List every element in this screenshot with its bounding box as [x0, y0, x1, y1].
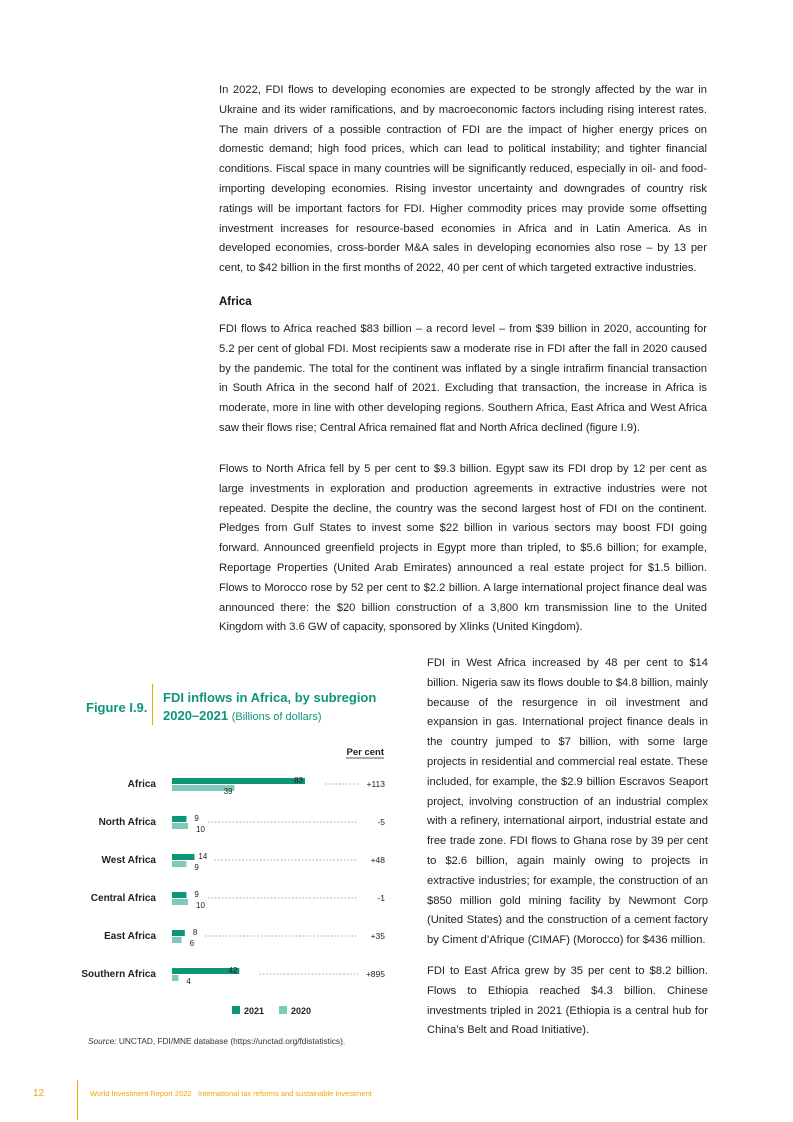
intro-paragraph: In 2022, FDI flows to developing economies are expected to be strongly affected by the war in Ukraine and its wider ramifications, and by macroeconomic factors including rising interest rates. The main drivers of a possible contraction of FDI are the impact of higher energy prices on domestic demand; high food prices, which can lead to political instability; and tighter financial conditions. Fiscal space in many countries will be significantly reduced, especially in oil- and food-importing developing economies. Rising investor uncertainty and downgrades of country risk ratings will be important factors for FDI. Higher commodity prices may provide some offsetting investment increases for resource-based economies in Africa and in Latin America. As in developed economies, cross-border M&A sales in developing economies also rose – by 13 per cent, to $42 billion in the first months of 2022, 40 per cent of which targeted extractive industries.: [219, 84, 707, 275]
growth-header: Per cent: [346, 747, 384, 758]
footer-report-subtitle: International tax reforms and sustainable investment: [197, 1089, 372, 1098]
value-label-2021: 9: [194, 890, 199, 899]
value-label-2020: 9: [194, 863, 199, 872]
legend-swatch-2020: [279, 1006, 287, 1014]
category-label: Central Africa: [90, 893, 156, 904]
value-label-2020: 10: [196, 901, 205, 910]
footer-report-title: World Investment Report 2022: [90, 1089, 192, 1098]
footer-divider: [77, 1080, 78, 1120]
figure-title-unit: (Billions of dollars): [231, 711, 322, 723]
bar-2021: [172, 778, 305, 784]
growth-value: +35: [370, 931, 385, 941]
bar-2021: [172, 930, 185, 936]
figure-title-years: 2020–2021: [163, 708, 229, 723]
source-text: UNCTAD, FDI/MNE database (https://unctad.org/fdistatistics).: [118, 1036, 346, 1046]
bar-2020: [172, 899, 188, 905]
bar-2020: [172, 937, 182, 943]
growth-value: +48: [370, 855, 385, 865]
figure-separator: [152, 684, 153, 725]
east-africa-paragraph: FDI to East Africa grew by 35 per cent to $8.2 billion. Flows to Ethiopia reached $4.3 billion. Chinese investments tripled in 2021 (Ethiopia is a central hub for China’s Belt and Road Initiative).: [427, 965, 708, 1037]
value-label-2021: 42: [228, 966, 238, 975]
category-label: West Africa: [101, 855, 156, 866]
bar-2021: [172, 816, 186, 822]
growth-value: -5: [377, 817, 385, 827]
fdi-bar-chart: [80, 736, 400, 1036]
value-label-2021: 8: [192, 928, 198, 937]
value-label-2021: 9: [194, 814, 199, 823]
bar-2021: [172, 854, 194, 860]
value-label-2020: 4: [186, 977, 191, 986]
growth-value: -1: [377, 893, 385, 903]
west-africa-paragraph: FDI in West Africa increased by 48 per cent to $14 billion. Nigeria saw its flows double to $4.8 billion, mainly because of the resurgence in oil investment and expansion in gas. International project finance deals in the country jumped to $7 billion, with some large projects in residential and commercial real estate. These included, for example, the $2.9 billion Escravos Seaport project, involving construction of an industrial complex with a refinery, international airport, industrial estate and free trade zone. FDI flows to Ghana rose by 39 per cent to $2.6 billion, again mainly owing to projects in extractive industries; for example, the construction of an $850 million gold mining facility by Newmont Corp (United States) and the construction of a cement factory by Ciment d’Afrique (CIMAF) (Morocco) for $436 million.: [427, 657, 708, 947]
category-label: Africa: [127, 779, 156, 790]
legend-label-2020: 2020: [291, 1006, 312, 1016]
value-label-2020: 39: [223, 787, 233, 796]
growth-value: +895: [365, 969, 385, 979]
value-label-2020: 6: [189, 939, 195, 948]
bar-2020: [172, 861, 186, 867]
category-label: East Africa: [104, 931, 156, 942]
north-africa-paragraph: Flows to North Africa fell by 5 per cent to $9.3 billion. Egypt saw its FDI drop by 12 per cent as large investments in exploration and production agreements in extractive industries were not repeated. Despite the decline, the country was the second largest host of FDI on the continent. Pledges from Gulf States to invest some $22 billion in various sectors may boost FDI going forward. Announced greenfield projects in Egypt more than tripled, to $5.6 billion; for example, Reportage Properties (United Arab Emirates) announced a real estate project for $1.5 billion. Flows to Morocco rose by 52 per cent to $2.2 billion. A large international project finance deal was announced there: the $20 billion construction of a 3,800 km transmission line to the United Kingdom with 3.6 GW of capacity, sponsored by Xlinks (United Kingdom).: [219, 463, 707, 634]
legend-swatch-2021: [232, 1006, 240, 1014]
value-label-2021: 83: [294, 776, 303, 785]
figure-title: [163, 689, 376, 726]
section-heading-africa: Africa: [219, 296, 252, 308]
page-number: 12: [33, 1088, 45, 1099]
bar-2021: [172, 892, 186, 898]
figure-title-main: FDI inflows in Africa, by subregion: [163, 690, 377, 705]
category-label: Southern Africa: [81, 969, 156, 980]
source-label: Source:: [88, 1036, 117, 1046]
value-label-2021: 14: [198, 852, 208, 861]
category-label: North Africa: [98, 817, 156, 828]
value-label-2020: 10: [196, 825, 205, 834]
africa-paragraph: FDI flows to Africa reached $83 billion – a record level – from $39 billion in 2020, accounting for 5.2 per cent of global FDI. Most recipients saw a moderate rise in FDI after the fall in 2020 caused by the pandemic. The total for the continent was inflated by a single intrafirm financial transaction in South Africa in the second half of 2021. Excluding that transaction, the increase in Africa is moderate, more in line with other developing regions. Southern Africa, East Africa and West Africa saw their flows rise; Central Africa remained flat and North Africa declined (figure I.9).: [219, 323, 707, 434]
figure-label: Figure I.9.: [86, 700, 148, 715]
legend-label-2021: 2021: [244, 1006, 265, 1016]
growth-value: +113: [366, 779, 385, 789]
bar-2020: [172, 975, 178, 981]
footer-text: [90, 1089, 372, 1098]
bar-2020: [172, 823, 188, 829]
figure-source: [88, 1036, 345, 1046]
